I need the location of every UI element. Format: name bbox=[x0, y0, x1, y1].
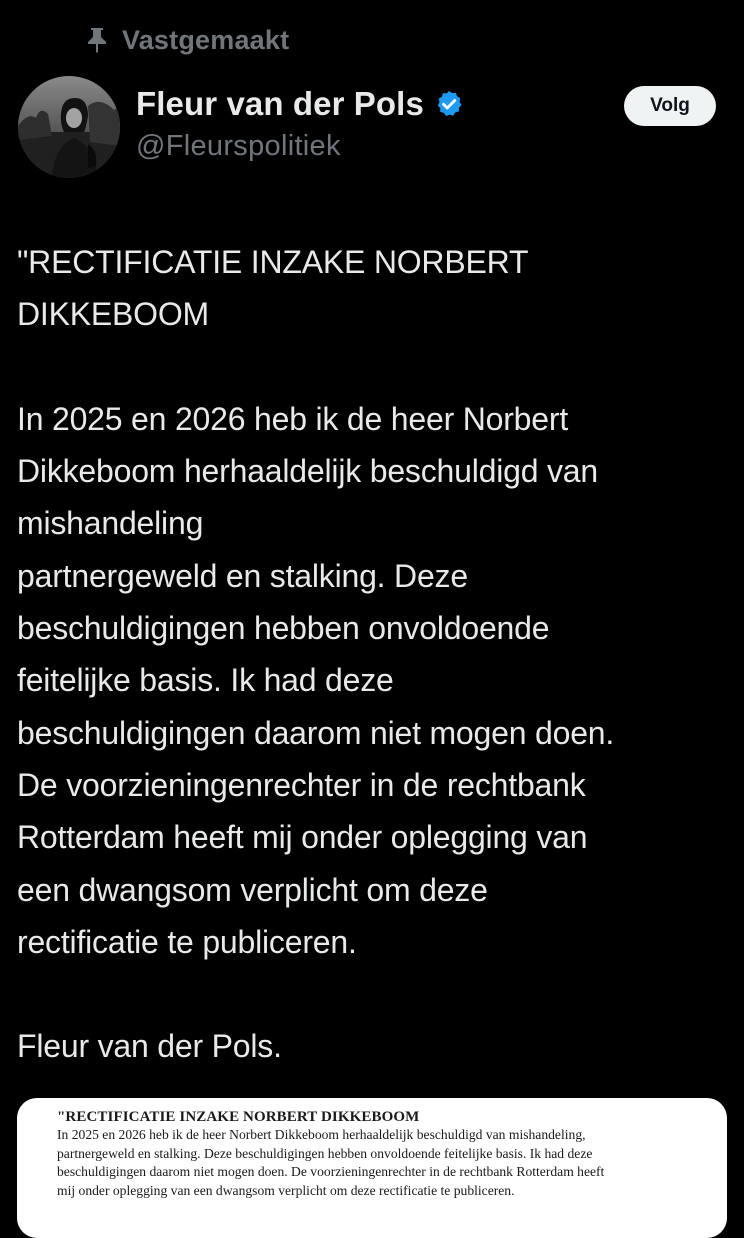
document-line: beschuldigingen daarom niet mogen doen. De voorzieningenrechter in de rechtbank Rotterdam heeft bbox=[57, 1164, 605, 1179]
author-display-name[interactable]: Fleur van der Pols bbox=[136, 85, 424, 122]
pin-icon bbox=[84, 25, 110, 55]
tweet-line: mishandeling bbox=[17, 505, 204, 542]
tweet-line: De voorzieningenrechter in de rechtbank bbox=[17, 766, 586, 803]
pinned-indicator bbox=[84, 22, 289, 58]
tweet-text bbox=[17, 236, 733, 1073]
tweet-line: beschuldigingen daarom niet mogen doen. bbox=[17, 714, 615, 751]
attached-document-image[interactable] bbox=[17, 1098, 727, 1238]
follow-button[interactable]: Volg bbox=[624, 86, 716, 126]
tweet-line: beschuldigingen hebben onvoldoende bbox=[17, 610, 550, 647]
tweet-line: In 2025 en 2026 heb ik de heer Norbert bbox=[17, 400, 569, 437]
tweet-line: Dikkeboom herhaaldelijk beschuldigd van bbox=[17, 453, 598, 490]
tweet-author bbox=[136, 82, 466, 163]
tweet-line: "RECTIFICATIE INZAKE NORBERT bbox=[17, 244, 529, 280]
document-line: In 2025 en 2026 heb ik de heer Norbert Dikkeboom herhaaldelijk beschuldigd van mishandeling, bbox=[57, 1127, 586, 1142]
tweet-line: DIKKEBOOM bbox=[17, 296, 210, 333]
paragraph-spacer bbox=[17, 341, 733, 393]
document-content bbox=[17, 1098, 727, 1200]
paragraph-spacer bbox=[17, 968, 733, 1020]
tweet-line: partnergeweld en stalking. Deze bbox=[17, 557, 468, 594]
tweet-line: Fleur van der Pols. bbox=[17, 1028, 282, 1065]
document-line: mij onder oplegging van een dwangsom verplicht om deze rectificatie te publiceren. bbox=[57, 1182, 515, 1198]
tweet-line: een dwangsom verplicht om deze bbox=[17, 871, 488, 908]
author-handle[interactable]: @Fleurspolitiek bbox=[136, 130, 341, 162]
avatar[interactable] bbox=[18, 76, 120, 178]
document-title: "RECTIFICATIE INZAKE NORBERT DIKKEBOOM bbox=[57, 1109, 420, 1125]
tweet-line: feitelijke basis. Ik had deze bbox=[17, 662, 394, 699]
tweet-line: Rotterdam heeft mij onder oplegging van bbox=[17, 819, 588, 856]
verified-badge-icon[interactable] bbox=[432, 87, 466, 121]
document-line: partnergeweld en stalking. Deze beschuldigingen hebben onvoldoende feitelijke basis. Ik had deze bbox=[57, 1145, 593, 1161]
pinned-label: Vastgemaakt bbox=[122, 24, 290, 55]
tweet-line: rectificatie te publiceren. bbox=[17, 923, 357, 960]
